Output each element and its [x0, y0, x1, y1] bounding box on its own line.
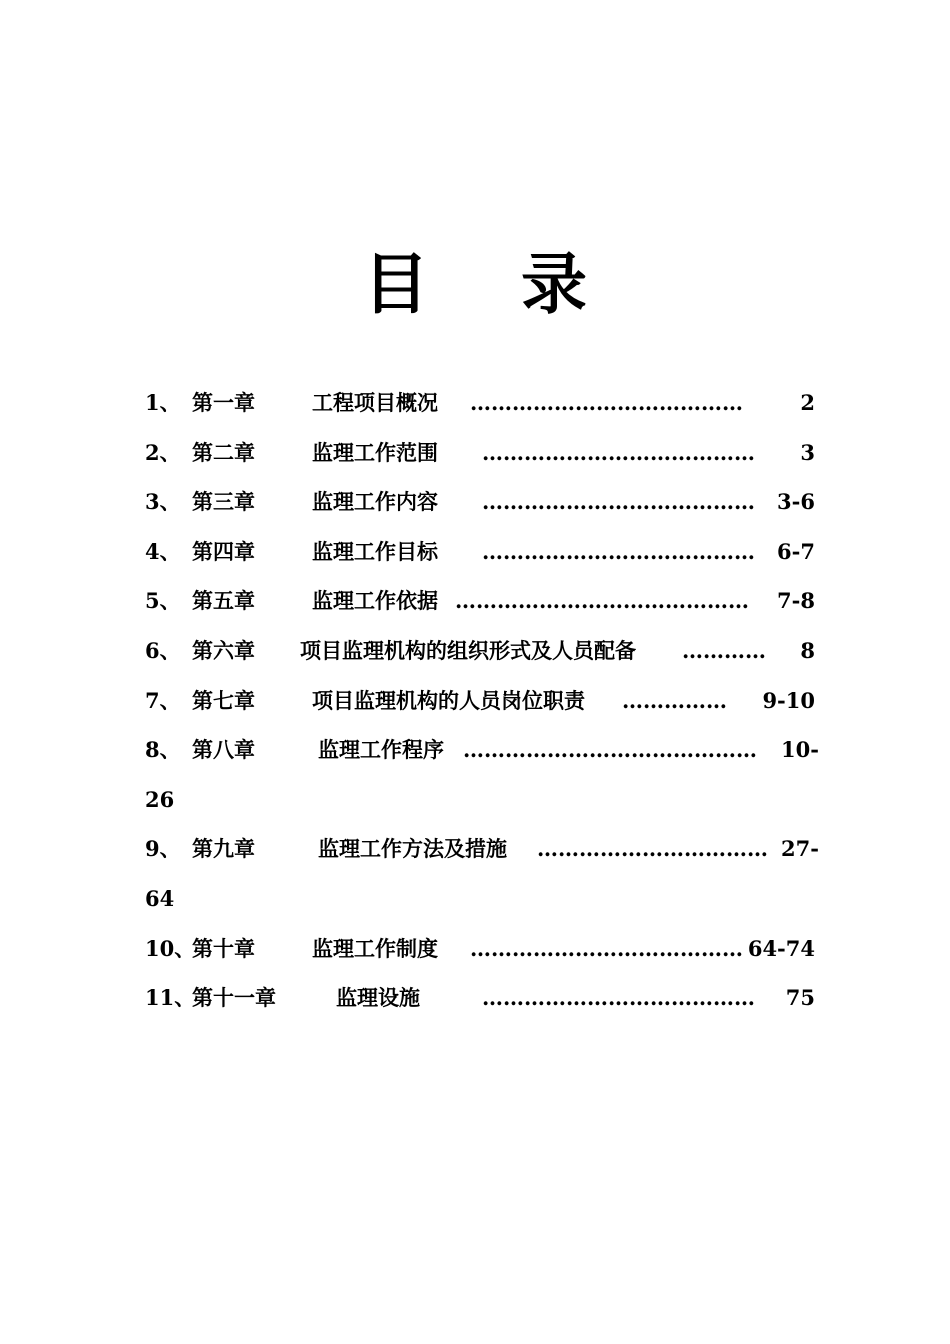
toc-number: 11、 — [145, 985, 196, 1011]
toc-number: 10、 — [145, 935, 196, 961]
toc-entry-continuation — [145, 874, 815, 924]
toc-entry[interactable] — [145, 973, 815, 1023]
toc-page: 64-74 — [747, 935, 815, 961]
toc-title: 监理工作制度 — [312, 935, 438, 961]
toc-chapter: 第九章 — [192, 836, 255, 862]
toc-page: 10- — [781, 737, 819, 763]
toc-page: 7-8 — [777, 588, 815, 614]
toc-title: 工程项目概况 — [312, 390, 438, 415]
title-char-1: 目 — [363, 245, 429, 323]
toc-page: 3 — [800, 439, 815, 465]
toc-title: 监理工作方法及措施 — [318, 836, 507, 862]
toc-entry[interactable] — [145, 924, 815, 974]
toc-title: 监理设施 — [336, 985, 420, 1011]
toc-leader: ………………………………… — [470, 935, 743, 961]
toc-title: 监理工作范围 — [312, 439, 438, 465]
toc-entry[interactable] — [145, 428, 815, 478]
toc-entry[interactable] — [145, 477, 815, 527]
toc-chapter: 第十一章 — [192, 985, 276, 1011]
toc-chapter: 第十章 — [192, 935, 255, 961]
toc-title: 监理工作内容 — [312, 489, 438, 515]
toc-number: 2、 — [145, 439, 181, 465]
toc-chapter: 第八章 — [192, 737, 255, 763]
toc-entry[interactable] — [145, 527, 815, 577]
toc-page: 9-10 — [762, 687, 815, 713]
toc-number: 7、 — [145, 687, 181, 713]
toc-page: 8 — [800, 637, 815, 663]
toc-entry[interactable] — [145, 626, 815, 676]
toc-chapter: 第六章 — [192, 637, 255, 663]
toc-title: 监理工作目标 — [312, 538, 438, 564]
toc-number: 9、 — [145, 836, 181, 862]
toc-page: 2 — [800, 390, 815, 415]
toc-chapter: 第三章 — [192, 489, 255, 515]
toc-leader: ………………………………… — [482, 538, 755, 564]
table-of-contents — [145, 378, 819, 1023]
toc-entry[interactable] — [145, 725, 819, 775]
toc-entry[interactable] — [145, 824, 819, 874]
toc-chapter: 第七章 — [192, 687, 255, 713]
toc-number: 4、 — [145, 538, 181, 564]
toc-leader: …………………………………… — [463, 737, 757, 763]
toc-number: 6、 — [145, 637, 181, 663]
toc-number: 3、 — [145, 489, 181, 515]
toc-page-continued: 64 — [145, 885, 175, 911]
toc-chapter: 第五章 — [192, 588, 255, 614]
toc-entry-continuation — [145, 775, 815, 825]
toc-leader: ………………………………… — [482, 439, 755, 465]
toc-entry[interactable] — [145, 576, 815, 626]
toc-leader: ………………………………… — [482, 985, 755, 1011]
toc-entry[interactable] — [145, 676, 815, 726]
toc-number: 1、 — [145, 390, 181, 415]
toc-leader: ………… — [682, 637, 766, 663]
toc-number: 5、 — [145, 588, 181, 614]
toc-leader: …………………………………… — [455, 588, 749, 614]
toc-page: 6-7 — [777, 538, 815, 564]
toc-leader: ………………………………… — [482, 489, 755, 515]
toc-page: 27- — [781, 836, 819, 862]
page-title — [0, 244, 950, 324]
toc-chapter: 第二章 — [192, 439, 255, 465]
toc-chapter: 第四章 — [192, 538, 255, 564]
toc-page: 75 — [785, 985, 815, 1011]
toc-leader: ………………………………… — [470, 390, 743, 415]
toc-entry[interactable] — [145, 378, 815, 428]
toc-chapter: 第一章 — [192, 390, 255, 415]
toc-title: 监理工作依据 — [312, 588, 438, 614]
toc-page-continued: 26 — [145, 786, 175, 812]
toc-title: 项目监理机构的组织形式及人员配备 — [300, 637, 636, 663]
toc-title: 项目监理机构的人员岗位职责 — [312, 687, 585, 713]
toc-number: 8、 — [145, 737, 181, 763]
toc-leader: …………………………… — [537, 836, 768, 862]
toc-page: 3-6 — [777, 489, 815, 515]
toc-title: 监理工作程序 — [318, 737, 444, 763]
title-char-2: 录 — [521, 245, 587, 323]
toc-leader: …………… — [622, 687, 727, 713]
